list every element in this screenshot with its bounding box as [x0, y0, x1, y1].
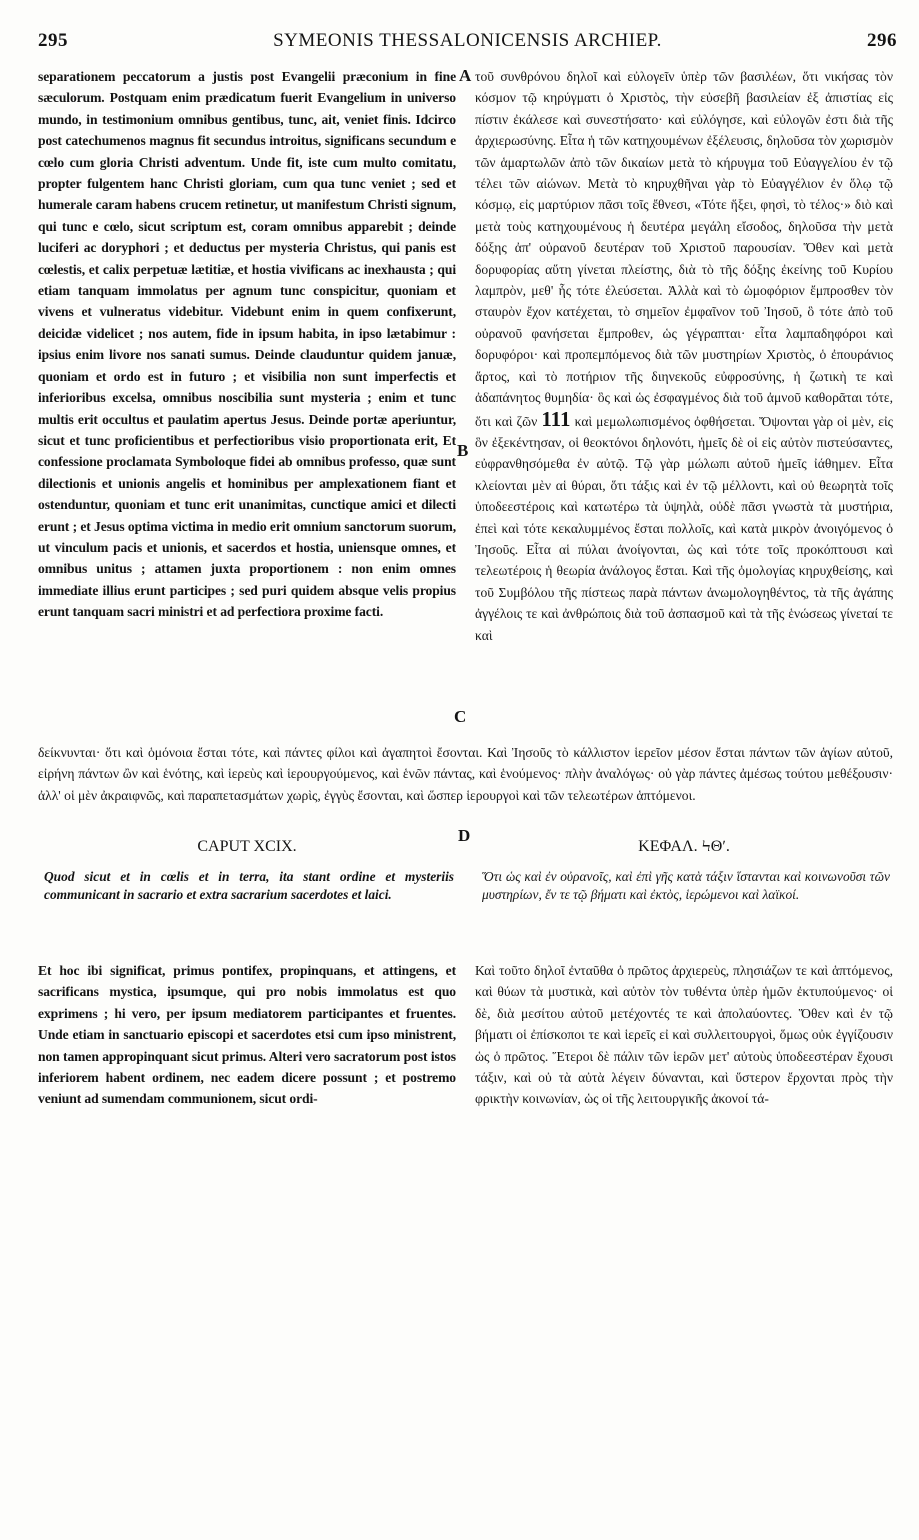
greek-text-part-1: τοῦ συνθρόνου δηλοῖ καὶ εὐλογεῖν ὑπὲρ τῶν βασιλέων, ὅτι νικήσας τὸν κόσμον τῷ κηρύγματι ὁ Χριστὸς, τὴν εὐσεβῆ βασιλείαν ἐξ ἀπιστίας εἰς πίστιν ἐκάλεσε καὶ συνεστήσατο· καὶ εὐλόγησε, καὶ εὐλογῶν ἐστι διὰ τῆς ἀρχιερωσύνης. Εἶτα ἡ τῶν κατηχουμένων ἐξέλευσις, δηλοῦσα τὸν χωρισμὸν τῶν ἁμαρτωλῶν ἀπὸ τῶν δικαίων μετὰ τὸ κήρυγμα τοῦ Εὐαγγελίου ἐν τῷ τέλει τῶν αἰώνων. Μετὰ τὸ κηρυχθῆναι γὰρ τὸ Εὐαγγέλιον ἐν ὅλῳ τῷ κόσμῳ, εἰς μαρτύριον πᾶσι τοῖς ἔθνεσι, «Τότε ἥξει, φησὶ, τὸ τέλος·» διὸ καὶ μετὰ τοὺς κατηχουμένους ἡ δευτέρα μεγάλη εἴσοδος, δηλοῦσα τὴν μετὰ δόξης ἀπ' οὐρανοῦ δευτέραν τοῦ Χριστοῦ παρουσίαν. Ὅθεν καὶ μετὰ δορυφορίας αὕτη γίνεται πλείστης, διὰ τὸ τῆς δόξης ἐκείνης τοῦ Κυρίου λαμπρὸν, μεθ' ἧς τότε ἐλεύσεται. Ἀλλὰ καὶ τὸ ὠμοφόριον ἔμπροσθεν τὸν σταυρὸν ἔχον κατέχεται, τὸ σημεῖον ἐμφαῖνον τοῦ Ἰησοῦ, ὃ τότε ἀπὸ τοῦ οὐρανοῦ φανήσεται ἔμπροθεν, ὡς γέγραπται· εἶτα λαμπαδηφόροι καὶ δορυφόροι· καὶ προπεμπόμενος διὰ τῶν μυστηρίων Χριστὸς, ὁ ἐπουράνιος ἄρτος, καὶ τὸ ποτήριον τῆς διηνεκοῦς εὐφροσύνης, ἡ ζωτικὴ τε καὶ ἀδαπάνητος θυμηδία· ὃς καὶ ὡς ἐσφαγμένος διὰ τοῦ ἀμνοῦ καθορᾶται τότε, ὅτι καὶ ζῶν: [475, 69, 893, 429]
latin-column-bottom: Et hoc ibi significat, primus pontifex, propinquans, et attingens, et sacrificans mystica, ipsumque, qui pro nobis immolatus est quo exprimens ; hi vero, per ipsum mediatorem participantes et fruentes. Unde etiam in sanctuario episcopi et sacerdotes etsi cum ipso ministrent, non tamen appropinquant sicut primus. Alteri vero sacratorum post istos inferiorem habent ordinem, nec eadem dicere possunt ; et postremo veniunt ad sumendam communionem, sicut ordi-: [38, 963, 456, 1107]
latin-column-top: separationem peccatorum a justis post Evangelii præconium in fine sæculorum. Postquam enim prædicatum fuerit Evangelium in universo mundo, in testimonium omnibus gentibus, tunc, ait, veniet finis. Idcirco post catechumenos magnus fit secundus introitus, significans secundum e cœlo cum gloria Christi adventum. Unde fit, iste cum multo comitatu, propter fulgentem hanc Christi gloriam, cum qua tunc veniet ; sed et humerale caram habens crucem retinetur, ut manifestum Christi signum, qui tunc e cœlo, sicut scriptum est, coram omnibus apparebit ; deinde luciferi ac doryphori ; et deductus per mysteria Christus, qui panis est cœlestis, et calix perpetuæ lætitiæ, et hostia vivificans ac inexhausta ; qui etiam tanquam immolatus per agnum tunc conspicitur, quoniam et vivens et vulneratus videbitur. Videbunt enim in quem confixerunt, deicidæ videlicet ; nos autem, fide in ipsum habita, in ipso lætabimur : ipsius enim livore nos sanati sumus. Deinde clauduntur quidem januæ, quoniam et ordo est in futuro ; et visibilia non sunt imperfectis et inferioribus excelsa, omnibus noscibilia sunt mysteria ; enim et tunc multis erit occultus et paulatim apertus Jesus. Deinde portæ aperiuntur, sicut et tunc proficientibus et perfectioribus visio proportionata erit, Et confessione proclamata Symboloque fidei ab omnibus professo, quæ sunt dilectionis et unionis angelis et hominibus per amplexationem fiant et ostenduntur, quoniam et tunc erit unanimitas, cunctique amici et dilecti erunt ; et Jesus optima victima in medio erit omnium sanctorum suorum, ut vinculum pacis et unionis, et sacerdos et hostia, uniensque omnes, et omnibus unitus ; attamen juxta proportionem : non enim omnes immediate illius erunt participes ; sed puri quidem absque velis propius erunt tanquam sacri ministri et ad perfectiora proxime facti.: [38, 69, 456, 620]
greek-chapter-summary: Ὅτι ὡς καὶ ἐν οὐρανοῖς, καὶ ἐπὶ γῆς κατὰ τάξιν ἵστανται καὶ κοινωνοῦσι τῶν μυστηρίων, ἔν τε τῷ βήματι καὶ ἐκτὸς, ἱερώμενοι καὶ λαϊκοί.: [482, 869, 890, 902]
margin-letter-d: D: [458, 826, 471, 845]
greek-text-part-2: καὶ μεμωλωπισμένος ὀφθήσεται. Ὄψονται γὰρ οἱ μὲν, εἰς ὃν ἐξεκέντησαν, οἱ θεοκτόνοι δηλονότι, ἡμεῖς δὲ οἱ εἰς αὐτὸν πιστεύσαντες, εὐφρανθησόμεθα ἐν αὐτῷ. Τῷ γὰρ μώλωπι αὐτοῦ ἡμεῖς ἰάθημεν. Εἶτα κλείονται μὲν αἱ θύραι, ὅτι τάξις καὶ ἐν τῷ μέλλοντι, καὶ οὐ θεωρητὰ τοῖς ὑποδεεστέροις καὶ κατωτέρω τὰ ὑψηλὰ, οὐδὲ πᾶσι γνωστὰ τὰ μυστήρια, ἐπεὶ καὶ τότε κεκαλυμμένος ἔσται πολλοῖς, καὶ κατὰ μικρὸν ἀνοιγόμενος ὁ Ἰησοῦς. Εἶτα αἱ πύλαι ἀνοίγονται, ὡς καὶ τότε τοῖς προκόπτουσι καὶ τελεωτέροις ἡ θεωρία ἀνάλογος ἔσται. Καὶ τῆς ὁμολογίας κηρυχθείσης, καὶ τοῦ Συμβόλου τῆς πίστεως παρὰ πάντων ἀνωμολογηθέντος, τὰ τῆς ἀγάπης ἀγγέλοις τε καὶ ἀνθρώποις διὰ τοῦ ἀσπασμοῦ καὶ τὰ τῆς ἑνώσεως γίνεταί τε καὶ: [475, 413, 893, 643]
margin-letter-b: B: [457, 441, 469, 460]
running-title: SYMEONIS THESSALONICENSIS ARCHIEP.: [273, 30, 662, 51]
margin-letter-a: A: [459, 66, 472, 85]
margin-letter-c: C: [454, 707, 467, 726]
greek-column-top: [475, 66, 893, 734]
page-number-right: 296: [867, 30, 897, 51]
latin-chapter-title: CAPUT XCIX.: [197, 838, 297, 855]
greek-chapter-title: ΚΕΦΑΛ. ϞΘʹ.: [638, 838, 730, 855]
running-header: [38, 30, 897, 58]
greek-full-width-passage: δείκνυνται· ὅτι καὶ ὁμόνοια ἔσται τότε, καὶ πάντες φίλοι καὶ ἀγαπητοὶ ἔσονται. Καὶ Ἰησοῦς τὸ κάλλιστον ἱερεῖον μέσον ἔσται πάντων τῶν ἁγίων αὐτοῦ, εἰρήνη πάντων ὢν καὶ ἑνότης, καὶ ἱερεὺς καὶ ἱερουργούμενος, καὶ ἑνῶν πάντας, καὶ ἑνούμενος· πλὴν ἀναλόγως· οὐ γὰρ πάντες ἀμέσως τούτου μεθέξουσιν· ἀλλ' οἱ μὲν ἀκραιφνῶς, καὶ παραπετασμάτων χωρὶς, ἐγγὺς ἔσονται, καὶ ὥσπερ ἱερουργοὶ καὶ τῶν τελεωτέρων ἁπτόμενοι.: [38, 745, 893, 803]
page-number-left: 295: [38, 30, 68, 51]
damaged-glyph: 111: [541, 406, 571, 431]
latin-chapter-summary: Quod sicut et in cœlis et in terra, ita stant ordine et mysteriis communicant in sacrario et extra sacrarium sacerdotes et laici.: [44, 869, 454, 902]
greek-column-bottom: Καὶ τοῦτο δηλοῖ ἐνταῦθα ὁ πρῶτος ἀρχιερεὺς, πλησιάζων τε καὶ ἁπτόμενος, καὶ θύων τὰ μυστικὰ, καὶ αὐτὸν τὸν τυθέντα ὑπὲρ ἡμῶν ἐκτυπούμενος· οἱ δὲ, διὰ μεσίτου αὐτοῦ μετέχοντές τε καὶ ἀπολαύοντες. Ὅθεν καὶ ἐν τῷ βήματι οἱ ἐπίσκοποι τε καὶ ἱερεῖς εἰ καὶ συλλειτουργοὶ, ὅμως οὐκ ἐγγίζουσιν ὡς ὁ πρῶτος. Ἕτεροι δὲ πάλιν τῶν ἱερῶν μετ' αὐτοὺς ὑποδεεστέραν ἔχουσι τάξιν, καὶ οὐ τὰ αὐτὰ λέγειν δύνανται, καὶ ὕστερον ἔρχονται πρὸς τὴν φρικτὴν κοινωνίαν, ὡς οἱ τῆς λειτουργικῆς ἀκονοί τά-: [475, 963, 893, 1107]
